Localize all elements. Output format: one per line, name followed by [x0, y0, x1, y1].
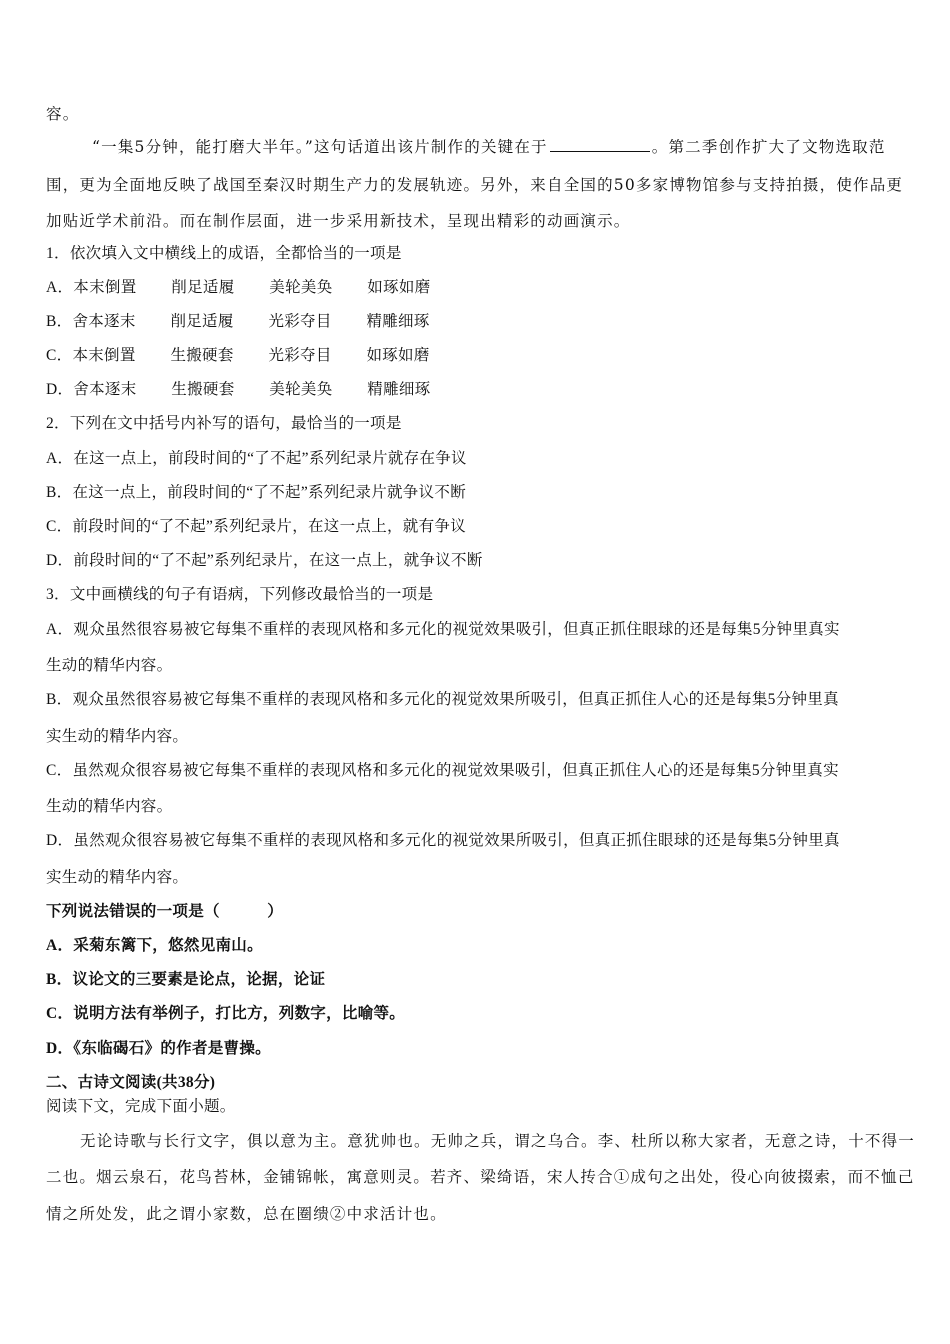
passage-text: “一集5分钟，能打磨大半年。”这句话道出该片制作的关键在于	[92, 138, 548, 156]
option-item: 如琢如磨	[367, 279, 431, 296]
question-4-option-b[interactable]: B．议论文的三要素是论点，论据，论证	[46, 971, 326, 988]
question-2-option-d[interactable]: D．前段时间的“了不起”系列纪录片，在这一点上，就争议不断	[46, 552, 483, 569]
passage-text: 。第二季创作扩大了文物选取范	[651, 138, 886, 156]
question-3-option-d-cont: 实生动的精华内容。	[46, 869, 189, 886]
fill-blank	[550, 137, 650, 152]
option-item: 精雕细琢	[366, 313, 430, 330]
question-4-option-c[interactable]: C．说明方法有举例子，打比方，列数字，比喻等。	[46, 1005, 406, 1022]
question-4-option-a[interactable]: A．采菊东篱下，悠然见南山。	[46, 937, 263, 954]
question-4-option-d[interactable]: D．《东临碣石》的作者是曹操。	[46, 1040, 271, 1057]
question-2-option-b[interactable]: B．在这一点上，前段时间的“了不起”系列纪录片就争议不断	[46, 484, 466, 501]
classical-text-line-1: 无论诗歌与长行文字，俱以意为主。意犹帅也。无帅之兵，谓之乌合。李、杜所以称大家者，无意之诗，十不得一	[80, 1132, 916, 1150]
question-1-option-d[interactable]	[46, 380, 906, 400]
classical-text-line-2: 二也。烟云泉石，花鸟苔林，金铺锦帐，寓意则灵。若齐、梁绮语，宋人抟合①成句之出处，役心向彼掇索，而不恤己	[46, 1168, 915, 1186]
option-label: C．	[46, 347, 73, 364]
question-4-stem: 下列说法错误的一项是（ ）	[46, 903, 284, 920]
question-3-option-c[interactable]: C．虽然观众很容易被它每集不重样的表现风格和多元化的视觉效果吸引，但真正抓住人心的还是每集5分钟里真实	[46, 762, 839, 779]
question-2-option-a[interactable]: A．在这一点上，前段时间的“了不起”系列纪录片就存在争议	[46, 450, 467, 467]
option-item: 美轮美奂	[269, 381, 333, 398]
option-item: 生搬硬套	[171, 381, 235, 398]
option-item: 如琢如磨	[366, 347, 430, 364]
passage-text: 容。	[46, 105, 80, 123]
section-heading: 二、古诗文阅读(共38分)	[46, 1074, 216, 1091]
option-item: 精雕细琢	[367, 381, 431, 398]
option-label: B．	[46, 313, 73, 330]
question-2-option-c[interactable]: C．前段时间的“了不起”系列纪录片，在这一点上，就有争议	[46, 518, 466, 535]
option-item: 生搬硬套	[170, 347, 234, 364]
option-item: 光彩夺目	[268, 347, 332, 364]
passage-text: 围，更为全面地反映了战国至秦汉时期生产力的发展轨迹。另外，来自全国的50多家博物馆参与支持拍摄，使作品更	[46, 176, 904, 194]
question-3-option-a[interactable]: A．观众虽然很容易被它每集不重样的表现风格和多元化的视觉效果吸引，但真正抓住眼球的还是每集5分钟里真实	[46, 621, 840, 638]
question-3-option-b[interactable]: B．观众虽然很容易被它每集不重样的表现风格和多元化的视觉效果所吸引，但真正抓住人心的还是每集5分钟里真	[46, 691, 839, 708]
question-3-option-c-cont: 生动的精华内容。	[46, 798, 173, 815]
question-3-option-b-cont: 实生动的精华内容。	[46, 728, 189, 745]
section-instruction: 阅读下文，完成下面小题。	[46, 1098, 236, 1115]
option-item: 削足适履	[171, 279, 235, 296]
question-1-stem: 1．依次填入文中横线上的成语，全都恰当的一项是	[46, 245, 402, 262]
passage-text: 加贴近学术前沿。而在制作层面，进一步采用新技术，呈现出精彩的动画演示。	[46, 212, 631, 230]
option-label: D．	[46, 381, 74, 398]
classical-text-line-3: 情之所处发，此之谓小家数，总在圈缋②中求活计也。	[46, 1205, 447, 1223]
passage-line-3	[46, 211, 906, 231]
option-label: A．	[46, 279, 74, 296]
option-item: 本末倒置	[73, 279, 137, 296]
question-2-stem: 2．下列在文中括号内补写的语句，最恰当的一项是	[46, 415, 402, 432]
question-3-stem: 3．文中画横线的句子有语病，下列修改最恰当的一项是	[46, 586, 434, 603]
option-item: 舍本逐末	[72, 313, 136, 330]
option-item: 舍本逐末	[73, 381, 137, 398]
option-item: 削足适履	[170, 313, 234, 330]
question-1-option-a[interactable]	[46, 278, 906, 298]
passage-line-0	[46, 104, 906, 124]
question-1-option-b[interactable]	[46, 312, 906, 332]
option-item: 美轮美奂	[269, 279, 333, 296]
passage-line-2	[46, 175, 906, 195]
question-3-option-d[interactable]: D．虽然观众很容易被它每集不重样的表现风格和多元化的视觉效果所吸引，但真正抓住眼球的还是每集5分钟里真	[46, 832, 840, 849]
option-item: 本末倒置	[72, 347, 136, 364]
question-1-option-c[interactable]	[46, 346, 906, 366]
passage-line-1	[92, 137, 906, 157]
option-item: 光彩夺目	[268, 313, 332, 330]
question-3-option-a-cont: 生动的精华内容。	[46, 657, 173, 674]
